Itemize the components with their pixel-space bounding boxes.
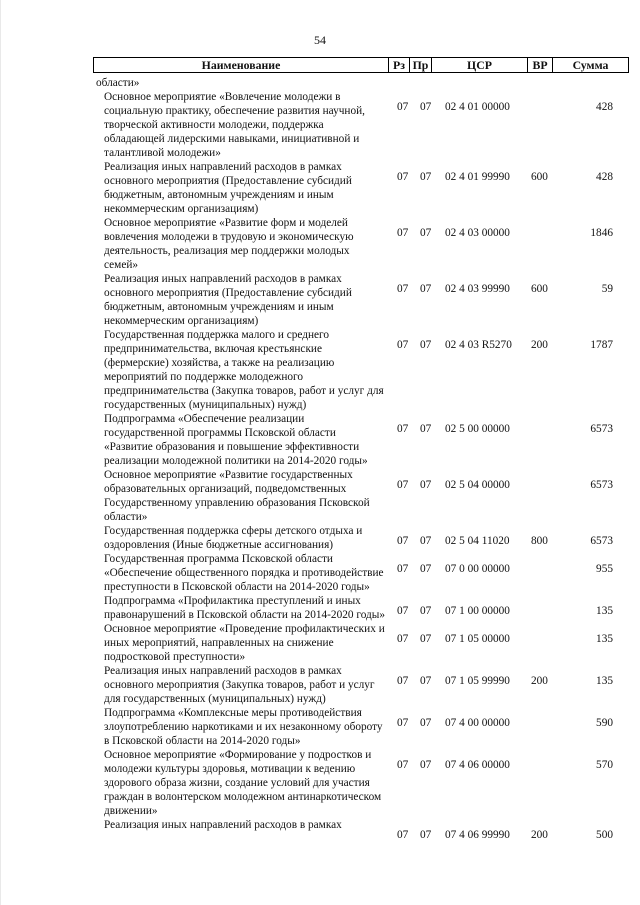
row-rz: 07 bbox=[397, 675, 409, 687]
row-name: Государственная поддержка малого и среднего предпринимательства, включая крестьянские (фермерские) хозяйства, а также на реализацию мероприятий по поддержке молодежного предпринимательства (Закупка товаров, работ и услуг для государственных (муниципальных) нужд) bbox=[104, 329, 384, 411]
row-sum: 955 bbox=[596, 563, 613, 575]
header-pr: Пр bbox=[410, 58, 432, 73]
row-name: Подпрограмма «Комплексные меры противодействия злоупотреблению наркотиками и их незаконному обороту в Псковской области на 2014-2020 годы» bbox=[104, 707, 383, 747]
row-sum: 428 bbox=[596, 101, 613, 113]
row-csr: 07 4 06 99990 bbox=[445, 829, 510, 841]
row-pr: 07 bbox=[420, 563, 432, 575]
table-row bbox=[0, 468, 640, 524]
row-csr: 02 5 00 00000 bbox=[445, 423, 510, 435]
header-csr: ЦСР bbox=[432, 58, 528, 73]
table-row bbox=[0, 748, 640, 818]
row-sum: 428 bbox=[596, 171, 613, 183]
row-pr: 07 bbox=[420, 423, 432, 435]
table-row bbox=[0, 706, 640, 748]
table-row bbox=[0, 90, 640, 160]
table-header bbox=[93, 57, 629, 73]
row-rz: 07 bbox=[397, 339, 409, 351]
row-pr: 07 bbox=[420, 759, 432, 771]
table-row bbox=[0, 76, 640, 90]
row-name: Основное мероприятие «Вовлечение молодежи в социальную практику, обеспечение развития научной, творческой активности молодежи, поддержка обладающей лидерскими навыками, инициативной и талантливой молодежи» bbox=[104, 91, 365, 159]
table-row bbox=[0, 594, 640, 622]
table-row bbox=[0, 272, 640, 328]
header-vr: ВР bbox=[528, 58, 553, 73]
table-row bbox=[0, 524, 640, 552]
row-name: Государственная программа Псковской области «Обеспечение общественного порядка и противодействие преступности в Псковской области на 2014-2020 годы» bbox=[104, 553, 384, 593]
row-sum: 1787 bbox=[590, 339, 613, 351]
row-vr: 800 bbox=[531, 535, 548, 547]
table-row bbox=[0, 328, 640, 412]
row-csr: 02 4 01 00000 bbox=[445, 101, 510, 113]
row-csr: 07 0 00 00000 bbox=[445, 563, 510, 575]
row-rz: 07 bbox=[397, 605, 409, 617]
row-pr: 07 bbox=[420, 633, 432, 645]
row-pr: 07 bbox=[420, 171, 432, 183]
page-number: 54 bbox=[314, 33, 326, 47]
row-csr: 02 5 04 11020 bbox=[445, 535, 510, 547]
table-row bbox=[0, 622, 640, 664]
row-sum: 135 bbox=[596, 605, 613, 617]
row-sum: 59 bbox=[601, 283, 613, 295]
row-pr: 07 bbox=[420, 227, 432, 239]
row-pr: 07 bbox=[420, 101, 432, 113]
row-sum: 500 bbox=[596, 829, 613, 841]
table-row bbox=[0, 160, 640, 216]
row-pr: 07 bbox=[420, 829, 432, 841]
row-csr: 07 1 05 99990 bbox=[445, 675, 510, 687]
row-vr: 600 bbox=[531, 171, 548, 183]
row-sum: 135 bbox=[596, 633, 613, 645]
row-rz: 07 bbox=[397, 829, 409, 841]
row-csr: 07 4 06 00000 bbox=[445, 759, 510, 771]
row-rz: 07 bbox=[397, 171, 409, 183]
row-pr: 07 bbox=[420, 283, 432, 295]
row-sum: 6573 bbox=[590, 479, 613, 491]
header-sum: Сумма bbox=[553, 58, 629, 73]
row-csr: 02 5 04 00000 bbox=[445, 479, 510, 491]
row-rz: 07 bbox=[397, 717, 409, 729]
table-row bbox=[0, 412, 640, 468]
table-row bbox=[0, 552, 640, 594]
row-name: Подпрограмма «Обеспечение реализации государственной программы Псковской области «Развитие образования и повышение эффективности реализации молодежной политики на 2014-2020 годы» bbox=[104, 413, 368, 467]
row-sum: 6573 bbox=[590, 423, 613, 435]
row-rz: 07 bbox=[397, 759, 409, 771]
row-name: Реализация иных направлений расходов в рамках основного мероприятия (Предоставление субсидий бюджетным, автономным учреждениям и иным некоммерческим организациям) bbox=[104, 273, 352, 327]
row-csr: 02 4 01 99990 bbox=[445, 171, 510, 183]
row-csr: 02 4 03 00000 bbox=[445, 227, 510, 239]
row-name: Основное мероприятие «Развитие государственных образовательных организаций, подведомственных Государственному управлению образования Псковской области» bbox=[104, 469, 370, 523]
row-pr: 07 bbox=[420, 535, 432, 547]
row-pr: 07 bbox=[420, 339, 432, 351]
row-sum: 6573 bbox=[590, 535, 613, 547]
row-vr: 200 bbox=[531, 829, 548, 841]
row-name: области» bbox=[96, 77, 140, 89]
row-csr: 07 1 00 00000 bbox=[445, 605, 510, 617]
row-rz: 07 bbox=[397, 283, 409, 295]
row-name: Основное мероприятие «Формирование у подростков и молодежи культуры здоровья, мотивации к ведению здорового образа жизни, создание условий для участия граждан в волонтерском молодежном антинаркотическом движении» bbox=[104, 749, 382, 817]
row-name: Основное мероприятие «Развитие форм и моделей вовлечения молодежи в трудовую и экономическую деятельность, реализация мер поддержки молодых семей» bbox=[104, 217, 354, 271]
header-name: Наименование bbox=[94, 58, 389, 73]
row-pr: 07 bbox=[420, 479, 432, 491]
row-rz: 07 bbox=[397, 563, 409, 575]
row-sum: 570 bbox=[596, 759, 613, 771]
row-sum: 135 bbox=[596, 675, 613, 687]
budget-table-body bbox=[0, 76, 640, 841]
row-pr: 07 bbox=[420, 717, 432, 729]
table-row bbox=[0, 818, 640, 841]
row-sum: 1846 bbox=[590, 227, 613, 239]
table-row bbox=[0, 216, 640, 272]
row-vr: 200 bbox=[531, 339, 548, 351]
row-rz: 07 bbox=[397, 535, 409, 547]
row-rz: 07 bbox=[397, 479, 409, 491]
row-name: Реализация иных направлений расходов в рамках основного мероприятия (Закупка товаров, работ и услуг для государственных (муниципальных) нужд) bbox=[104, 665, 375, 705]
table-row bbox=[0, 664, 640, 706]
row-name: Основное мероприятие «Проведение профилактических и иных мероприятий, направленных на снижение подростковой преступности» bbox=[104, 623, 385, 663]
row-csr: 07 4 00 00000 bbox=[445, 717, 510, 729]
row-rz: 07 bbox=[397, 101, 409, 113]
row-rz: 07 bbox=[397, 227, 409, 239]
row-vr: 200 bbox=[531, 675, 548, 687]
header-rz: Рз bbox=[389, 58, 410, 73]
row-rz: 07 bbox=[397, 633, 409, 645]
row-rz: 07 bbox=[397, 423, 409, 435]
row-csr: 02 4 03 R5270 bbox=[445, 339, 512, 351]
row-pr: 07 bbox=[420, 675, 432, 687]
row-name: Государственная поддержка сферы детского отдыха и оздоровления (Иные бюджетные ассигнования) bbox=[104, 525, 363, 551]
row-name: Реализация иных направлений расходов в рамках bbox=[104, 819, 342, 831]
row-name: Подпрограмма «Профилактика преступлений и иных правонарушений в Псковской области на 2014-2020 годы» bbox=[104, 595, 386, 621]
row-csr: 02 4 03 99990 bbox=[445, 283, 510, 295]
row-csr: 07 1 05 00000 bbox=[445, 633, 510, 645]
row-sum: 590 bbox=[596, 717, 613, 729]
row-pr: 07 bbox=[420, 605, 432, 617]
row-name: Реализация иных направлений расходов в рамках основного мероприятия (Предоставление субсидий бюджетным, автономным учреждениям и иным некоммерческим организациям) bbox=[104, 161, 352, 215]
row-vr: 600 bbox=[531, 283, 548, 295]
